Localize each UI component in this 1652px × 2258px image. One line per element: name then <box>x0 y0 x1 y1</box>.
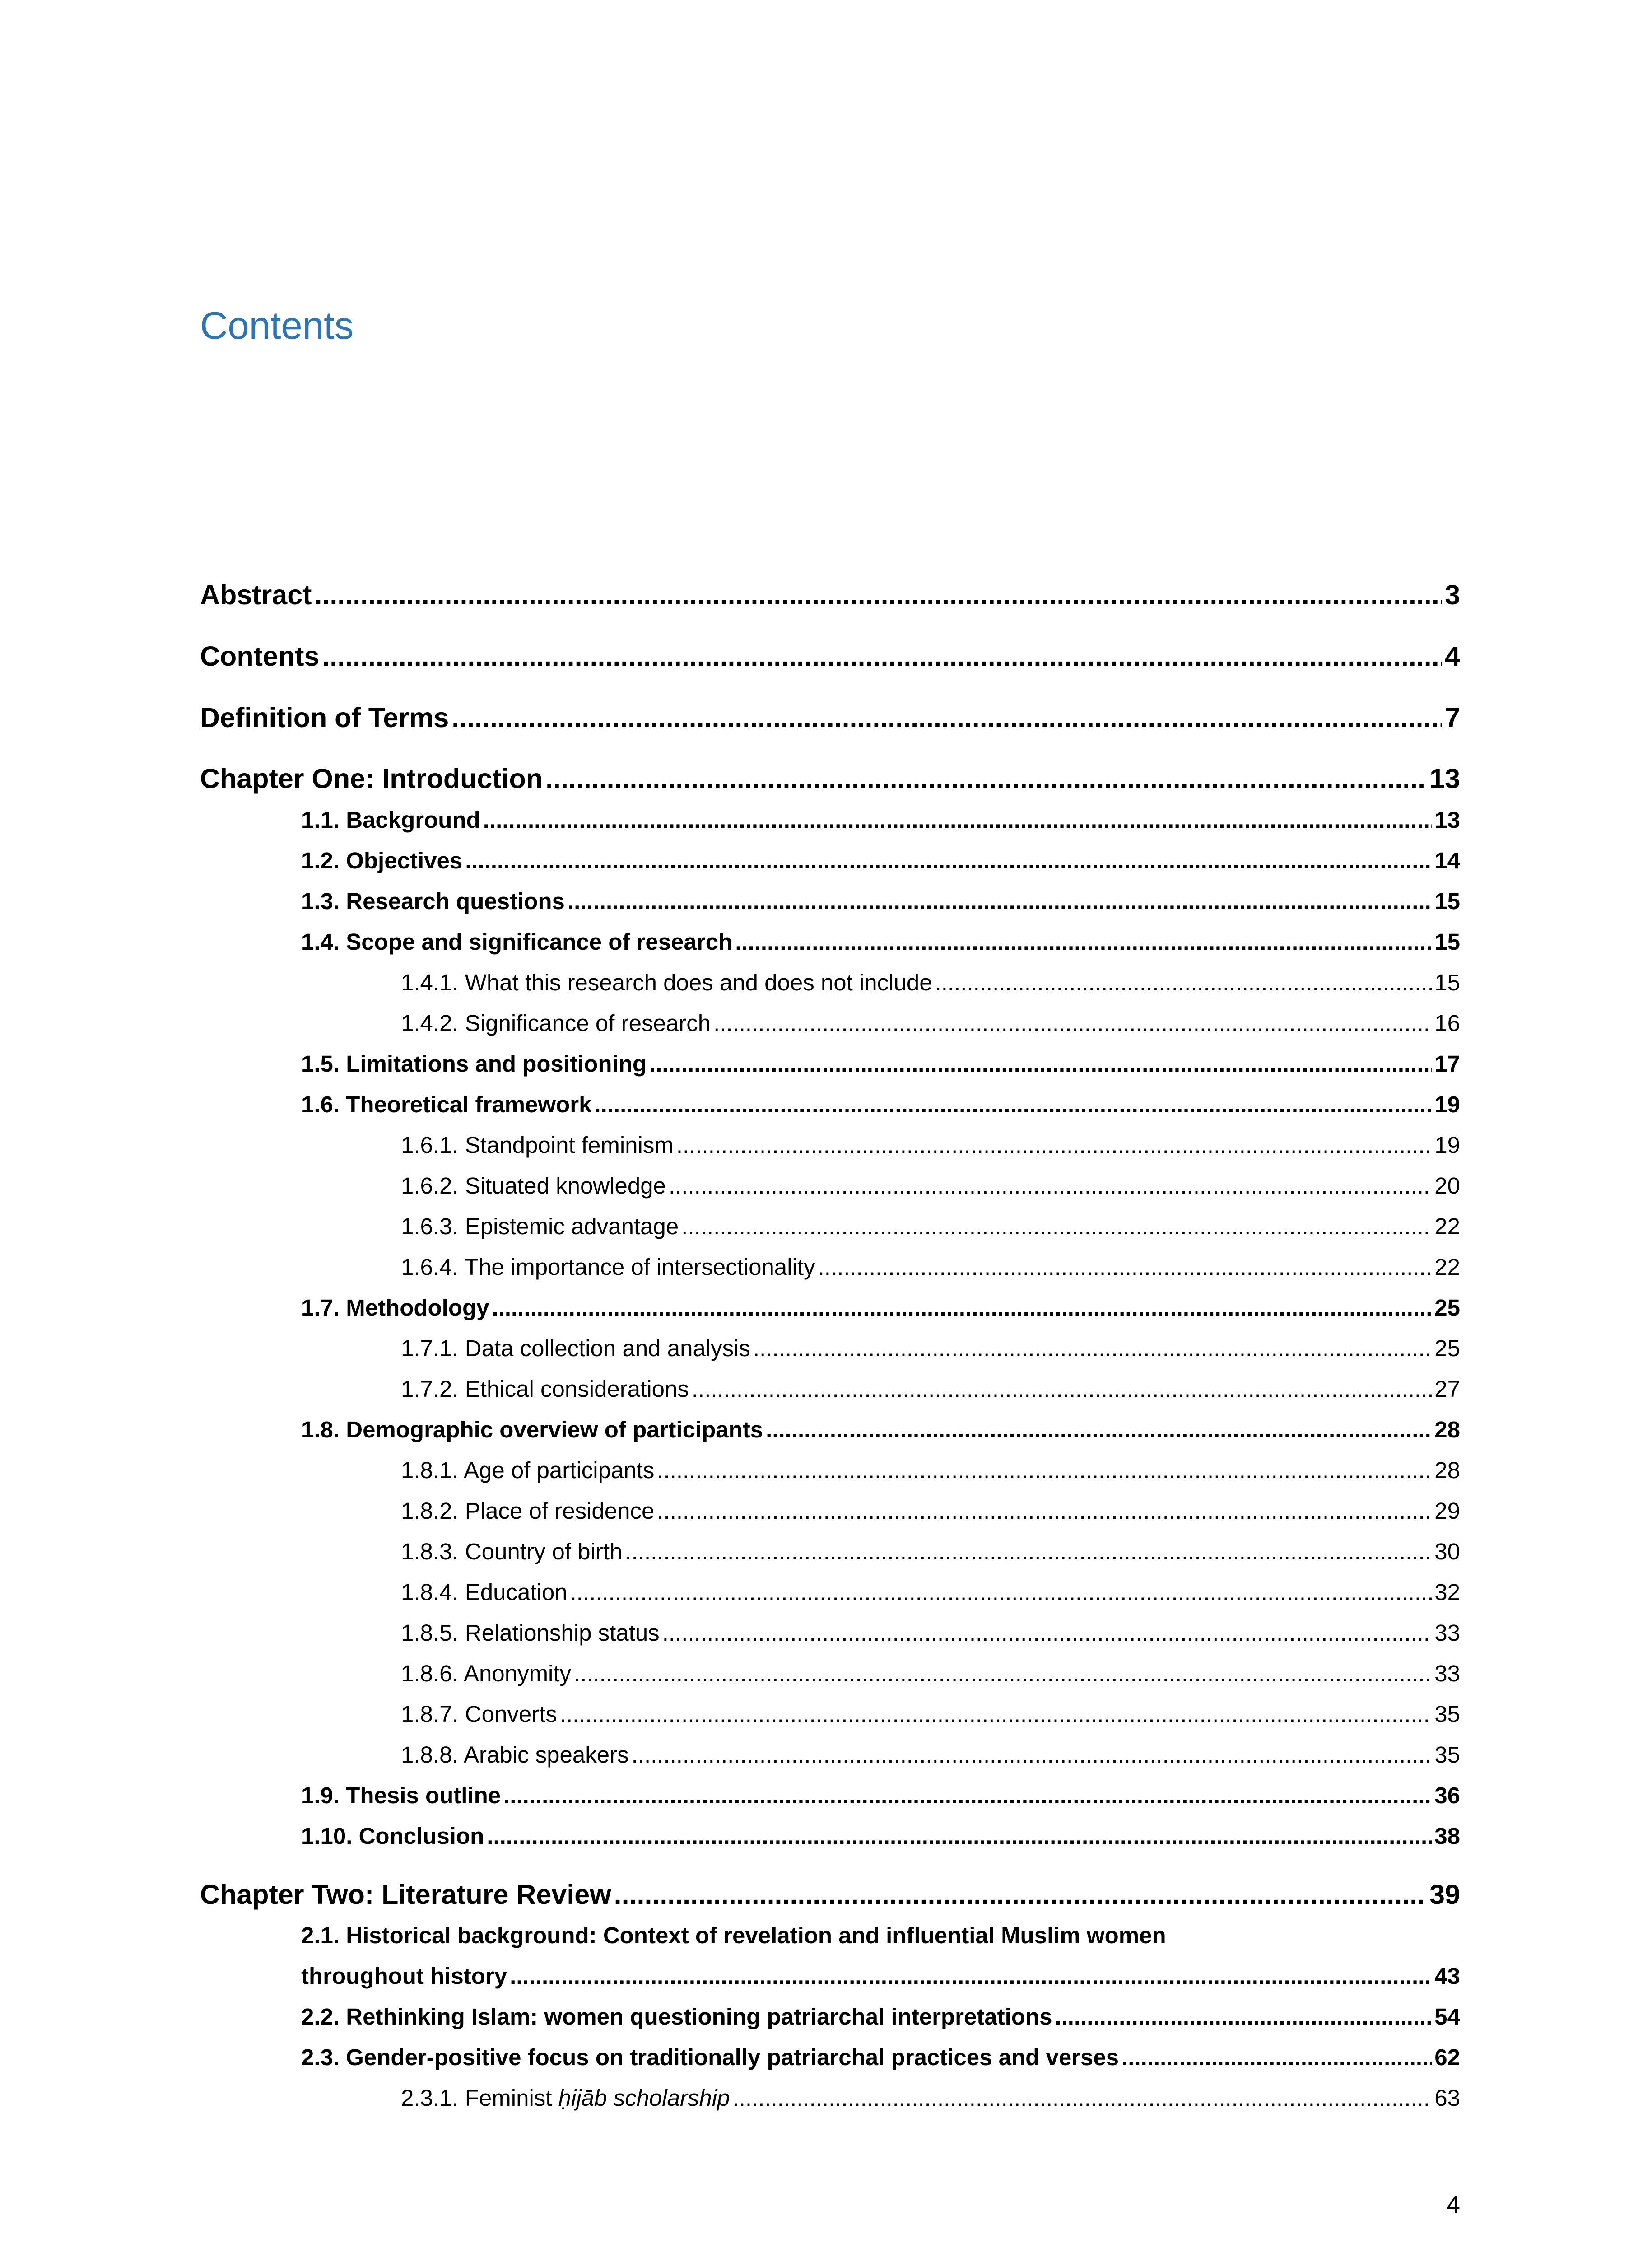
toc-entry-1-1[interactable] <box>301 803 1460 837</box>
toc-entry-label: 1.6.3. Epistemic advantage <box>401 1213 679 1239</box>
toc-entry-label <box>401 2081 730 2115</box>
toc-entry-1-6-2[interactable] <box>401 1169 1460 1203</box>
toc-leader-dots <box>451 697 1442 738</box>
toc-entry-label: 2.3. Gender-positive focus on traditionally patriarchal practices and verses <box>301 2044 1119 2070</box>
toc-leader-dots <box>632 1738 1432 1772</box>
toc-entry-label: Chapter One: Introduction <box>200 763 543 794</box>
toc-leader-dots <box>669 1169 1432 1203</box>
toc-entry-1-8[interactable] <box>301 1413 1460 1447</box>
toc-entry-label: 1.8.8. Arabic speakers <box>401 1742 629 1768</box>
toc-entry-1-7-1[interactable] <box>401 1331 1460 1366</box>
toc-leader-dots <box>766 1413 1432 1447</box>
toc-entry-2-2[interactable] <box>301 2000 1460 2034</box>
toc-entry-page: 3 <box>1445 579 1460 610</box>
toc-entry-label: 1.6. Theoretical framework <box>301 1092 592 1117</box>
toc-leader-dots <box>753 1331 1432 1366</box>
toc-entry-page: 43 <box>1434 1963 1460 1989</box>
toc-entry-label: 1.8.3. Country of birth <box>401 1539 623 1564</box>
toc-entry-1-10[interactable] <box>301 1819 1460 1853</box>
toc-entry-page: 25 <box>1434 1295 1460 1320</box>
toc-entry-page: 15 <box>1434 888 1460 914</box>
toc-entry-label: 1.8.5. Relationship status <box>401 1620 660 1646</box>
toc-entry-page: 19 <box>1434 1132 1460 1158</box>
toc-leader-dots <box>568 884 1432 919</box>
toc-leader-dots <box>465 844 1432 878</box>
toc-entry-label: 1.2. Objectives <box>301 848 463 873</box>
toc-entry-page: 36 <box>1434 1782 1460 1808</box>
toc-entry-page: 38 <box>1434 1823 1460 1849</box>
toc-entry-page: 15 <box>1434 970 1460 995</box>
toc-entry-label: 1.8.6. Anonymity <box>401 1661 572 1686</box>
toc-entry-label: 1.8.2. Place of residence <box>401 1498 655 1524</box>
toc-entry-label: Chapter Two: Literature Review <box>200 1879 611 1910</box>
toc-leader-dots <box>681 1209 1432 1244</box>
toc-leader-dots <box>625 1535 1432 1569</box>
toc-leader-dots <box>818 1250 1432 1284</box>
toc-entry-label-italic: ḥijāb scholarship <box>558 2085 730 2111</box>
toc-entry-page: 4 <box>1445 641 1460 672</box>
toc-entry-label: 1.8. Demographic overview of participants <box>301 1417 763 1442</box>
toc-entry-page: 28 <box>1434 1457 1460 1483</box>
toc-leader-dots <box>614 1874 1427 1915</box>
toc-entry-page: 30 <box>1434 1539 1460 1564</box>
toc-entry-1-8-1[interactable] <box>401 1453 1460 1488</box>
toc-entry-1-7[interactable] <box>301 1291 1460 1325</box>
toc-entry-page: 39 <box>1429 1879 1460 1910</box>
toc-leader-dots <box>483 803 1432 837</box>
toc-entry-2-1[interactable] <box>301 1959 1460 1993</box>
toc-entry-1-4-1[interactable] <box>401 966 1460 1000</box>
toc-entry-label-plain: 2.3.1. Feminist <box>401 2085 558 2111</box>
toc-entry-page: 16 <box>1434 1010 1460 1036</box>
toc-entry-1-2[interactable] <box>301 844 1460 878</box>
toc-entry-1-4[interactable] <box>301 925 1460 959</box>
toc-entry-chapter-two[interactable] <box>200 1874 1460 1915</box>
toc-entry-label: 1.10. Conclusion <box>301 1823 484 1849</box>
toc-entry-1-6-3[interactable] <box>401 1209 1460 1244</box>
toc-entry-page: 27 <box>1434 1376 1460 1402</box>
toc-entry-label: Definition of Terms <box>200 702 449 733</box>
toc-leader-dots <box>570 1575 1432 1610</box>
toc-entry-label: 1.1. Background <box>301 807 480 833</box>
toc-entry-page: 33 <box>1434 1620 1460 1646</box>
toc-entry-definition-of-terms[interactable] <box>200 697 1460 738</box>
toc-entry-1-8-6[interactable] <box>401 1656 1460 1691</box>
toc-entry-1-8-4[interactable] <box>401 1575 1460 1610</box>
toc-entry-page: 32 <box>1434 1579 1460 1605</box>
toc-entry-page: 35 <box>1434 1701 1460 1727</box>
toc-entry-page: 22 <box>1434 1254 1460 1280</box>
toc-entry-page: 28 <box>1434 1417 1460 1442</box>
toc-leader-dots <box>560 1697 1432 1731</box>
toc-entry-label: 1.7.2. Ethical considerations <box>401 1376 689 1402</box>
toc-entry-abstract[interactable] <box>200 574 1460 615</box>
toc-entry-page: 25 <box>1434 1335 1460 1361</box>
toc-entry-1-4-2[interactable] <box>401 1006 1460 1040</box>
toc-entry-label: 1.7. Methodology <box>301 1295 489 1320</box>
toc-entry-page: 62 <box>1434 2044 1460 2070</box>
toc-leader-dots <box>692 1372 1432 1406</box>
toc-entry-page: 15 <box>1434 929 1460 955</box>
toc-entry-1-8-5[interactable] <box>401 1616 1460 1650</box>
toc-entry-label: Contents <box>200 641 320 672</box>
toc-leader-dots <box>545 758 1427 799</box>
toc-leader-dots <box>503 1778 1432 1813</box>
toc-entry-label: 1.4. Scope and significance of research <box>301 929 733 955</box>
toc-entry-page: 29 <box>1434 1498 1460 1524</box>
page-title: Contents <box>200 304 354 347</box>
page-number: 4 <box>1446 2191 1460 2218</box>
toc-entry-1-8-3[interactable] <box>401 1535 1460 1569</box>
toc-entry-contents[interactable] <box>200 636 1460 676</box>
toc-leader-dots <box>676 1128 1432 1162</box>
toc-leader-dots <box>657 1494 1432 1528</box>
toc-entry-label: 1.8.1. Age of participants <box>401 1457 655 1483</box>
toc-entry-2-3[interactable] <box>301 2040 1460 2075</box>
toc-entry-label: 1.4.1. What this research does and does not include <box>401 970 932 995</box>
toc-entry-label: 2.2. Rethinking Islam: women questioning patriarchal interpretations <box>301 2004 1052 2029</box>
toc-entry-label: 1.3. Research questions <box>301 888 565 914</box>
toc-entry-1-8-7[interactable] <box>401 1697 1460 1731</box>
toc-leader-dots <box>1055 2000 1432 2034</box>
toc-leader-dots <box>657 1453 1432 1488</box>
toc-leader-dots <box>1121 2040 1432 2075</box>
toc-entry-1-3[interactable] <box>301 884 1460 919</box>
toc-leader-dots <box>314 574 1442 615</box>
toc-entry-page: 63 <box>1434 2085 1460 2111</box>
toc-entry-page: 7 <box>1445 702 1460 733</box>
toc-entry-label: 1.6.2. Situated knowledge <box>401 1173 666 1199</box>
toc-entry-1-8-8[interactable] <box>401 1738 1460 1772</box>
toc-leader-dots <box>510 1959 1432 1993</box>
toc-leader-dots <box>733 2081 1432 2115</box>
toc-leader-dots <box>487 1819 1432 1853</box>
toc-leader-dots <box>735 925 1432 959</box>
toc-entry-2-3-1[interactable] <box>401 2081 1460 2115</box>
toc-entry-page: 19 <box>1434 1092 1460 1117</box>
toc-leader-dots <box>935 966 1432 1000</box>
toc-entry-label: Abstract <box>200 579 312 610</box>
toc-entry-page: 17 <box>1434 1051 1460 1077</box>
toc-leader-dots <box>594 1087 1432 1122</box>
toc-entry-label: throughout history <box>301 1963 507 1989</box>
toc-leader-dots <box>649 1047 1432 1081</box>
toc-entry-label: 1.8.4. Education <box>401 1579 568 1605</box>
toc-entry-chapter-one[interactable] <box>200 758 1460 799</box>
toc-entry-page: 13 <box>1434 807 1460 833</box>
toc-entry-label: 1.7.1. Data collection and analysis <box>401 1335 750 1361</box>
toc-entry-label: 1.5. Limitations and positioning <box>301 1051 647 1077</box>
toc-entry-1-6[interactable] <box>301 1087 1460 1122</box>
toc-entry-label: 1.8.7. Converts <box>401 1701 557 1727</box>
toc-entry-label: 1.6.4. The importance of intersectionality <box>401 1254 815 1280</box>
toc-leader-dots <box>322 636 1442 676</box>
toc-entry-1-8-2[interactable] <box>401 1494 1460 1528</box>
toc-leader-dots <box>574 1656 1432 1691</box>
toc-entry-1-9[interactable] <box>301 1778 1460 1813</box>
toc-entry-1-7-2[interactable] <box>401 1372 1460 1406</box>
toc-entry-label: 1.6.1. Standpoint feminism <box>401 1132 674 1158</box>
toc-entry-1-5[interactable] <box>301 1047 1460 1081</box>
toc-leader-dots <box>662 1616 1432 1650</box>
toc-leader-dots <box>713 1006 1432 1040</box>
toc-entry-page: 33 <box>1434 1661 1460 1686</box>
toc-entry-label: 1.9. Thesis outline <box>301 1782 501 1808</box>
toc-entry-page: 20 <box>1434 1173 1460 1199</box>
toc-entry-label: 1.4.2. Significance of research <box>401 1010 711 1036</box>
toc-leader-dots <box>492 1291 1432 1325</box>
toc-entry-1-6-4[interactable] <box>401 1250 1460 1284</box>
toc-entry-1-6-1[interactable] <box>401 1128 1460 1162</box>
toc-entry-page: 14 <box>1434 848 1460 873</box>
toc-entry-page: 54 <box>1434 2004 1460 2029</box>
toc-entry-2-1-line1[interactable]: 2.1. Historical background: Context of revelation and influential Muslim women <box>301 1922 1166 1948</box>
toc-entry-page: 35 <box>1434 1742 1460 1768</box>
toc-entry-page: 22 <box>1434 1213 1460 1239</box>
toc-entry-page: 13 <box>1429 763 1460 794</box>
